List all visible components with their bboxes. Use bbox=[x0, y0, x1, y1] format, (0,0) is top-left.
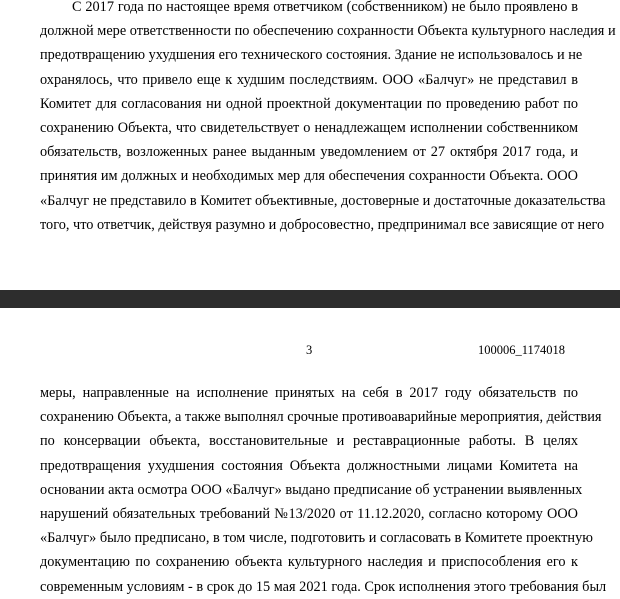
text-line: современным условиям - в срок до 15 мая 2021 года. Срок исполнения этого требования был bbox=[40, 578, 607, 595]
text-line: по консервации объекта, восстановительные и реставрационные работы. В целях bbox=[40, 433, 578, 450]
text-line: сохранению Объекта, а также выполнял срочные противоаварийные мероприятия, действия bbox=[40, 409, 602, 426]
text-line: обязательств, возложенных ранее выданным уведомлением от 27 октября 2017 года, и bbox=[40, 144, 578, 161]
text-line: сохранению Объекта, что свидетельствует о ненадлежащем исполнении собственником bbox=[40, 119, 578, 136]
document-page-lower bbox=[0, 308, 620, 595]
paragraph-upper bbox=[40, 0, 616, 237]
text-line: принятия им должных и необходимых мер для обеспечения сохранности Объекта. ООО bbox=[40, 168, 578, 185]
text-line: предотвращения ухудшения состояния Объекта должностными лицами Комитета на bbox=[40, 457, 578, 474]
page-number: 3 bbox=[306, 343, 313, 357]
text-line: того, что ответчик, действуя разумно и добросовестно, предпринимал все зависящие от него bbox=[40, 216, 605, 233]
text-line: основании акта осмотра ООО «Балчуг» выдано предписание об устранении выявленных bbox=[40, 481, 583, 498]
document-page-upper bbox=[0, 0, 620, 290]
text-line: должной мере ответственности по обеспечению сохранности Объекта культурного наследия и bbox=[40, 23, 616, 40]
text-line: Комитет для согласования ни одной проектной документации по проведению работ по bbox=[40, 95, 578, 112]
page-separator bbox=[0, 290, 620, 308]
text-line: предотвращению ухудшения его технического состояния. Здание не использовалось и не bbox=[40, 47, 583, 64]
text-line: меры, направленные на исполнение принятых на себя в 2017 году обязательств по bbox=[40, 385, 578, 401]
text-line: «Балчуг не представило в Комитет объективные, достоверные и достаточные доказательства bbox=[40, 192, 606, 209]
document-id: 100006_1174018 bbox=[478, 343, 566, 357]
text-line: С 2017 года по настоящее время ответчиком (собственником) не было проявлено в bbox=[72, 0, 578, 15]
text-line: нарушений обязательных требований №13/2020 от 11.12.2020, согласно которому ООО bbox=[40, 505, 578, 522]
text-line: охранялось, что привело еще к худшим последствиям. ООО «Балчуг» не представил в bbox=[40, 71, 578, 88]
text-line: документацию по сохранению объекта культурного наследия и приспособления его к bbox=[40, 554, 578, 571]
paragraph-lower bbox=[40, 381, 607, 599]
text-line: «Балчуг» было предписано, в том числе, подготовить и согласовать в Комитете проектную bbox=[40, 530, 593, 547]
